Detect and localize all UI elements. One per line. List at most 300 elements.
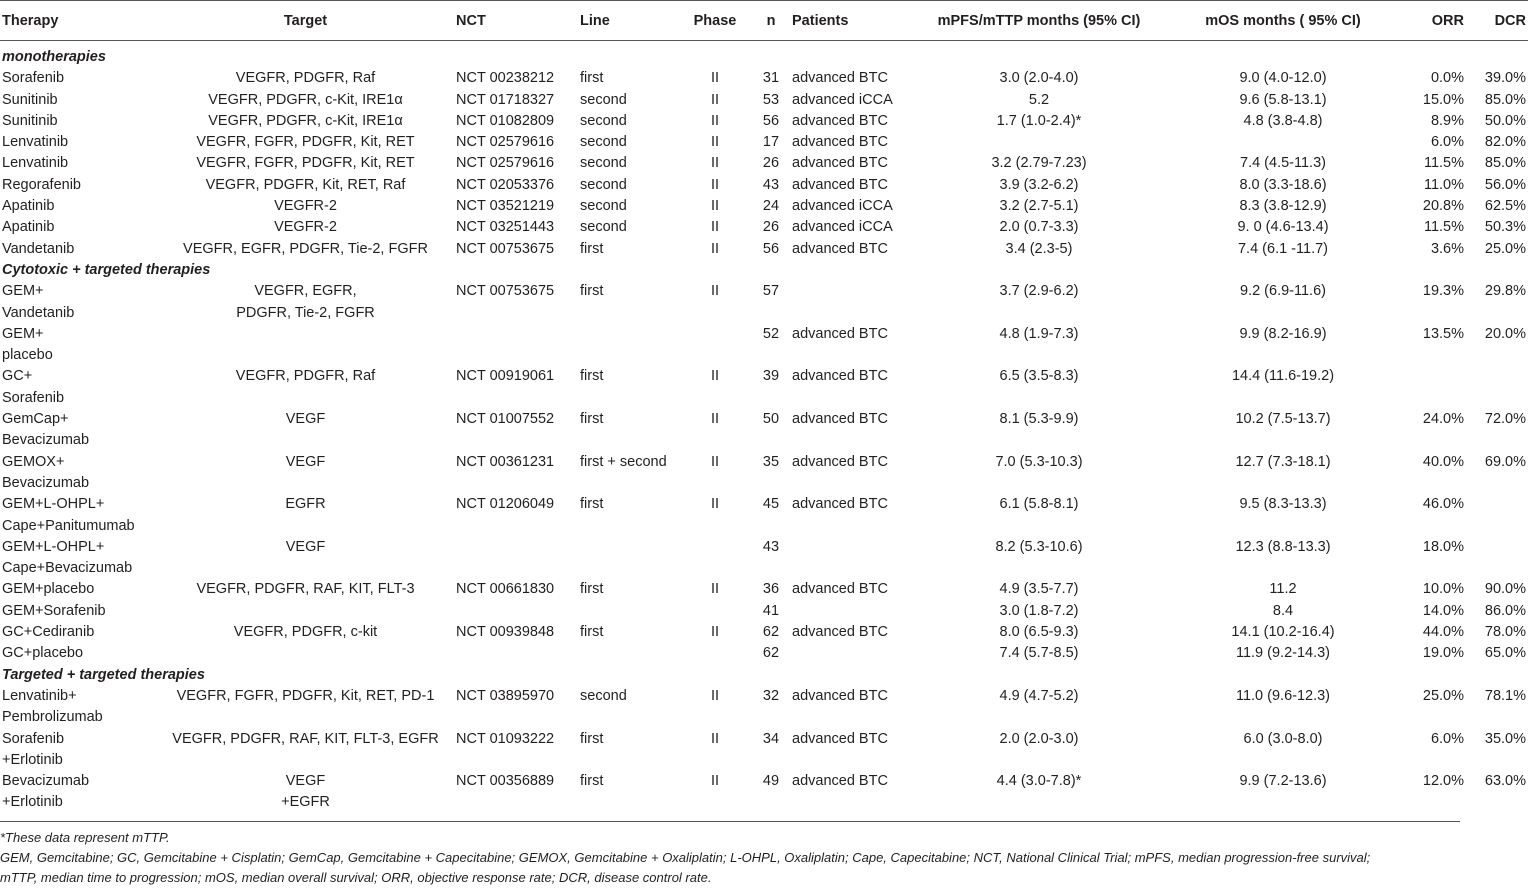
- cell-mos: 12.7 (7.3-18.1): [1235, 453, 1331, 470]
- cell-phase: II: [710, 368, 720, 385]
- table-row: [0, 622, 1528, 643]
- cell-patients: advanced iCCA: [792, 219, 893, 236]
- cell-therapy: placebo: [2, 347, 53, 364]
- cell-n: 57: [762, 283, 780, 300]
- cell-therapy: GC+placebo: [2, 645, 84, 662]
- cell-patients: advanced BTC: [792, 368, 888, 385]
- cell-therapy: Sorafenib: [2, 70, 65, 87]
- cell-mos: 7.4 (4.5-11.3): [1240, 155, 1326, 172]
- cell-target: VEGFR, FGFR, PDGFR, Kit, RET: [196, 155, 415, 172]
- cell-mpfs: [910, 303, 1168, 324]
- cell-phase: [678, 792, 752, 813]
- cell-target: VEGFR, FGFR, PDGFR, Kit, RET: [196, 134, 415, 151]
- header-line: Line: [578, 1, 678, 41]
- cell-mpfs: [910, 792, 1168, 813]
- table-row: [0, 281, 1528, 302]
- cell-dcr: [1466, 750, 1528, 771]
- cell-n: [752, 473, 790, 494]
- cell-dcr: [1466, 473, 1528, 494]
- table-row: [0, 175, 1528, 196]
- cell-mpfs: 3.0 (1.8-7.2): [999, 602, 1079, 619]
- cell-n: 50: [762, 411, 780, 428]
- cell-therapy: Bevacizumab: [2, 432, 90, 449]
- cell-mpfs: 4.9 (3.5-7.7): [999, 581, 1079, 598]
- cell-patients: advanced BTC: [792, 70, 888, 87]
- cell-phase: [678, 601, 752, 622]
- cell-phase: [678, 324, 752, 345]
- cell-line: [578, 430, 678, 451]
- cell-patients: [790, 430, 910, 451]
- cell-n: 26: [762, 155, 780, 172]
- section-row: [0, 665, 1528, 686]
- cell-nct: [454, 388, 578, 409]
- cell-mpfs: [910, 132, 1168, 153]
- cell-mpfs: [910, 516, 1168, 537]
- cell-line: [578, 303, 678, 324]
- cell-dcr: 85.0%: [1484, 155, 1526, 172]
- cell-line: second: [580, 219, 627, 236]
- cell-n: 62: [762, 624, 780, 641]
- cell-line: first: [580, 624, 604, 641]
- header-n: n: [752, 1, 790, 41]
- cell-orr: 10.0%: [1422, 581, 1464, 598]
- cell-therapy: Sunitinib: [2, 91, 58, 108]
- table-row: [0, 771, 1528, 792]
- cell-therapy: Apatinib: [2, 198, 55, 215]
- cell-line: [578, 473, 678, 494]
- cell-orr: [1398, 303, 1466, 324]
- cell-line: first: [580, 773, 604, 790]
- table-row: [0, 111, 1528, 132]
- cell-mos: [1168, 558, 1398, 579]
- cell-n: 53: [762, 91, 780, 108]
- cell-line: first: [580, 496, 604, 513]
- cell-mpfs: 2.0 (2.0-3.0): [999, 730, 1079, 747]
- cell-patients: [790, 516, 910, 537]
- cell-target: [157, 324, 454, 345]
- cell-mpfs: 3.2 (2.7-5.1): [999, 198, 1079, 215]
- table-row: [0, 473, 1528, 494]
- section-title: monotherapies: [2, 49, 106, 65]
- cell-dcr: [1466, 388, 1528, 409]
- cell-mos: 14.4 (11.6-19.2): [1231, 368, 1335, 385]
- cell-target: VEGFR, PDGFR, Raf: [235, 70, 376, 87]
- cell-orr: [1398, 516, 1466, 537]
- cell-orr: [1398, 792, 1466, 813]
- table-row: [0, 388, 1528, 409]
- cell-nct: NCT 00939848: [456, 624, 555, 641]
- cell-nct: NCT 00356889: [456, 773, 555, 790]
- cell-line: first + second: [580, 453, 667, 470]
- cell-mos: 12.3 (8.8-13.3): [1235, 538, 1331, 555]
- cell-dcr: 62.5%: [1484, 198, 1526, 215]
- table-row: [0, 558, 1528, 579]
- cell-dcr: 50.0%: [1484, 112, 1526, 129]
- cell-target: VEGFR-2: [274, 198, 337, 215]
- cell-mpfs: 8.1 (5.3-9.9): [999, 411, 1079, 428]
- header-mpfs: mPFS/mTTP months (95% CI): [910, 1, 1168, 41]
- cell-phase: [678, 345, 752, 366]
- cell-patients: [790, 792, 910, 813]
- cell-orr: [1398, 345, 1466, 366]
- cell-patients: [790, 643, 910, 664]
- cell-phase: [678, 537, 752, 558]
- header-patients: Patients: [790, 1, 910, 41]
- cell-patients: advanced BTC: [792, 411, 888, 428]
- cell-target: [157, 516, 454, 537]
- cell-dcr: 56.0%: [1484, 176, 1526, 193]
- cell-phase: II: [710, 155, 720, 172]
- cell-dcr: 69.0%: [1484, 453, 1526, 470]
- cell-patients: advanced BTC: [792, 134, 888, 151]
- cell-therapy: Cape+Panitumumab: [2, 517, 135, 534]
- table-header: [0, 1, 1528, 41]
- cell-mos: 9.2 (6.9-11.6): [1240, 283, 1326, 300]
- cell-patients: [790, 537, 910, 558]
- cell-mos: [1168, 750, 1398, 771]
- cell-therapy: GEM+L-OHPL+: [2, 496, 105, 513]
- footnote-abbreviations: GEM, Gemcitabine; GC, Gemcitabine + Cisplatin; GemCap, Gemcitabine + Capecitabine; GEMOX, Gemcitabine + Oxaliplatin; L-OHPL, Oxaliplatin; Cape, Capecitabine; NCT, National Clinical Trial; mPFS, median progression-free survival;: [0, 850, 1371, 865]
- cell-mpfs: 1.7 (1.0-2.4)*: [996, 112, 1082, 129]
- cell-patients: advanced BTC: [792, 496, 888, 513]
- cell-patients: advanced BTC: [792, 176, 888, 193]
- cell-dcr: [1466, 366, 1528, 387]
- cell-target: [157, 345, 454, 366]
- cell-patients: advanced iCCA: [792, 91, 893, 108]
- cell-mpfs: 7.4 (5.7-8.5): [999, 645, 1079, 662]
- cell-dcr: 78.0%: [1484, 624, 1526, 641]
- cell-nct: [454, 324, 578, 345]
- cell-patients: [790, 601, 910, 622]
- cell-mpfs: [910, 388, 1168, 409]
- cell-therapy: Bevacizumab: [2, 773, 90, 790]
- cell-n: 45: [762, 496, 780, 513]
- cell-mpfs: 4.9 (4.7-5.2): [999, 687, 1079, 704]
- section-row: [0, 260, 1528, 281]
- cell-patients: [790, 707, 910, 728]
- cell-line: second: [580, 91, 627, 108]
- cell-line: [578, 707, 678, 728]
- cell-therapy: Regorafenib: [2, 176, 81, 193]
- table-row: [0, 196, 1528, 217]
- header-row: [0, 1, 1528, 41]
- cell-mos: 6.0 (3.0-8.0): [1243, 730, 1323, 747]
- table-row: [0, 494, 1528, 515]
- cell-target: VEGF: [285, 411, 326, 428]
- cell-line: second: [580, 198, 627, 215]
- cell-orr: [1398, 750, 1466, 771]
- cell-therapy: Lenvatinib: [2, 155, 69, 172]
- cell-line: second: [580, 155, 627, 172]
- cell-nct: [454, 707, 578, 728]
- cell-dcr: [1466, 792, 1528, 813]
- cell-n: [752, 750, 790, 771]
- cell-therapy: GEM+L-OHPL+: [2, 538, 105, 555]
- cell-nct: NCT 01007552: [456, 411, 555, 428]
- cell-line: first: [580, 70, 604, 87]
- cell-patients: advanced BTC: [792, 112, 888, 129]
- cell-line: first: [580, 411, 604, 428]
- table-row: [0, 452, 1528, 473]
- cell-target: VEGFR, PDGFR, RAF, KIT, FLT-3: [196, 581, 415, 598]
- cell-dcr: 65.0%: [1484, 645, 1526, 662]
- table-row: [0, 707, 1528, 728]
- cell-target: [157, 388, 454, 409]
- cell-phase: [678, 388, 752, 409]
- cell-therapy: Lenvatinib+: [2, 687, 77, 704]
- cell-mos: [1168, 132, 1398, 153]
- cell-mos: 11.2: [1269, 581, 1297, 598]
- cell-mpfs: [910, 707, 1168, 728]
- cell-orr: 6.0%: [1430, 134, 1464, 151]
- cell-mpfs: 6.5 (3.5-8.3): [999, 368, 1079, 385]
- cell-patients: [790, 345, 910, 366]
- cell-orr: 46.0%: [1422, 496, 1464, 513]
- cell-target: VEGFR, PDGFR, Raf: [235, 368, 376, 385]
- cell-nct: NCT 03521219: [456, 198, 555, 215]
- cell-phase: II: [710, 240, 720, 257]
- cell-phase: II: [710, 70, 720, 87]
- cell-patients: [790, 388, 910, 409]
- cell-dcr: 39.0%: [1484, 70, 1526, 87]
- cell-line: second: [580, 176, 627, 193]
- cell-orr: 19.3%: [1422, 283, 1464, 300]
- cell-mos: [1168, 473, 1398, 494]
- cell-target: [157, 707, 454, 728]
- cell-nct: NCT 00753675: [456, 240, 555, 257]
- cell-orr: 3.6%: [1430, 240, 1464, 257]
- cell-mos: 9.9 (7.2-13.6): [1239, 773, 1327, 790]
- cell-target: VEGF: [285, 538, 326, 555]
- cell-mos: 7.4 (6.1 -11.7): [1237, 240, 1328, 257]
- cell-line: first: [580, 283, 604, 300]
- table-row: [0, 217, 1528, 238]
- cell-therapy: GEM+: [2, 325, 44, 342]
- cell-n: 62: [762, 645, 780, 662]
- cell-mos: [1168, 707, 1398, 728]
- cell-patients: advanced iCCA: [792, 198, 893, 215]
- cell-mos: [1168, 430, 1398, 451]
- cell-mpfs: [910, 750, 1168, 771]
- cell-dcr: [1466, 494, 1528, 515]
- table-row: [0, 601, 1528, 622]
- cell-mpfs: [910, 558, 1168, 579]
- cell-therapy: Bevacizumab: [2, 474, 90, 491]
- cell-target: VEGFR, EGFR,: [254, 283, 357, 300]
- cell-dcr: [1466, 707, 1528, 728]
- cell-n: 35: [762, 453, 780, 470]
- cell-mpfs: 3.7 (2.9-6.2): [999, 283, 1079, 300]
- cell-line: second: [580, 687, 627, 704]
- cell-n: 34: [762, 730, 780, 747]
- cell-n: [752, 430, 790, 451]
- cell-nct: NCT 00919061: [456, 368, 555, 385]
- cell-dcr: 35.0%: [1484, 730, 1526, 747]
- cell-n: 24: [762, 198, 780, 215]
- cell-mos: 9. 0 (4.6-13.4): [1237, 219, 1329, 236]
- cell-mpfs: 5.2: [1028, 91, 1050, 108]
- cell-patients: [790, 473, 910, 494]
- cell-nct: NCT 01082809: [456, 112, 555, 129]
- cell-therapy: Vandetanib: [2, 304, 75, 321]
- footnote-abbreviations: mTTP, median time to progression; mOS, median overall survival; ORR, objective response rate; DCR, disease control rate.: [0, 870, 712, 885]
- cell-dcr: [1466, 345, 1528, 366]
- cell-line: [578, 516, 678, 537]
- table-row: [0, 303, 1528, 324]
- cell-phase: [678, 707, 752, 728]
- cell-n: 41: [762, 602, 780, 619]
- cell-dcr: [1466, 516, 1528, 537]
- cell-mos: 4.8 (3.8-4.8): [1243, 112, 1323, 129]
- cell-therapy: Sorafenib: [2, 389, 65, 406]
- cell-mos: 9.0 (4.0-12.0): [1239, 70, 1327, 87]
- header-target: Target: [157, 1, 454, 41]
- table-row: [0, 68, 1528, 89]
- cell-line: first: [580, 240, 604, 257]
- cell-nct: NCT 03251443: [456, 219, 555, 236]
- cell-phase: II: [710, 687, 720, 704]
- cell-nct: [454, 473, 578, 494]
- cell-phase: II: [710, 411, 720, 428]
- cell-dcr: 78.1%: [1484, 687, 1526, 704]
- cell-patients: advanced BTC: [792, 730, 888, 747]
- cell-therapy: GEM+placebo: [2, 581, 95, 598]
- cell-patients: advanced BTC: [792, 240, 888, 257]
- cell-n: [752, 792, 790, 813]
- cell-patients: advanced BTC: [792, 155, 888, 172]
- cell-phase: [678, 643, 752, 664]
- cell-n: 31: [762, 70, 780, 87]
- cell-nct: NCT 01093222: [456, 730, 555, 747]
- cell-mpfs: 4.8 (1.9-7.3): [999, 325, 1079, 342]
- header-orr: ORR: [1398, 1, 1466, 41]
- cell-mos: 8.3 (3.8-12.9): [1239, 198, 1327, 215]
- cell-nct: [454, 537, 578, 558]
- cell-n: 26: [762, 219, 780, 236]
- cell-n: 17: [762, 134, 780, 151]
- cell-orr: [1398, 430, 1466, 451]
- cell-orr: [1398, 707, 1466, 728]
- cell-n: [752, 303, 790, 324]
- cell-n: 32: [762, 687, 780, 704]
- table-row: [0, 90, 1528, 111]
- cell-orr: [1398, 473, 1466, 494]
- table-row: [0, 643, 1528, 664]
- cell-dcr: 63.0%: [1484, 773, 1526, 790]
- cell-nct: [454, 430, 578, 451]
- cell-mpfs: 6.1 (5.8-8.1): [999, 496, 1079, 513]
- cell-dcr: [1466, 303, 1528, 324]
- cell-patients: [790, 558, 910, 579]
- table-row: [0, 686, 1528, 707]
- cell-therapy: Lenvatinib: [2, 134, 69, 151]
- cell-target: [157, 473, 454, 494]
- table-row: [0, 366, 1528, 387]
- cell-line: [578, 792, 678, 813]
- cell-mpfs: 3.2 (2.79-7.23): [991, 155, 1087, 172]
- cell-patients: advanced BTC: [792, 773, 888, 790]
- cell-therapy: +Erlotinib: [2, 751, 63, 768]
- cell-mos: 11.0 (9.6-12.3): [1235, 687, 1331, 704]
- cell-phase: II: [710, 624, 720, 641]
- cell-nct: [454, 303, 578, 324]
- cell-orr: 0.0%: [1430, 70, 1464, 87]
- cell-orr: [1398, 388, 1466, 409]
- cell-nct: [454, 792, 578, 813]
- cell-target: VEGFR, EGFR, PDGFR, Tie-2, FGFR: [183, 240, 428, 257]
- cell-therapy: Pembrolizumab: [2, 709, 103, 726]
- cell-nct: NCT 02579616: [456, 134, 555, 151]
- cell-line: second: [580, 134, 627, 151]
- cell-nct: NCT 01206049: [456, 496, 555, 513]
- cell-dcr: [1466, 430, 1528, 451]
- cell-mos: 9.9 (8.2-16.9): [1239, 325, 1327, 342]
- footnote-asterisk: *These data represent mTTP.: [0, 830, 170, 845]
- table-row: [0, 153, 1528, 174]
- cell-target: VEGFR, PDGFR, RAF, KIT, FLT-3, EGFR: [172, 730, 439, 747]
- cell-mpfs: 7.0 (5.3-10.3): [995, 453, 1083, 470]
- cell-n: [752, 388, 790, 409]
- cell-target: PDGFR, Tie-2, FGFR: [236, 304, 375, 321]
- cell-n: [752, 707, 790, 728]
- cell-mpfs: [910, 345, 1168, 366]
- cell-line: first: [580, 730, 604, 747]
- table-row: [0, 579, 1528, 600]
- table-row: [0, 132, 1528, 153]
- cell-n: [752, 558, 790, 579]
- cell-nct: [454, 643, 578, 664]
- cell-therapy: +Erlotinib: [2, 794, 63, 811]
- cell-mpfs: 3.9 (3.2-6.2): [999, 176, 1079, 193]
- cell-dcr: 86.0%: [1484, 602, 1526, 619]
- cell-therapy: GEM+: [2, 283, 44, 300]
- section-title: Targeted + targeted therapies: [2, 666, 205, 683]
- cell-nct: NCT 00361231: [456, 453, 555, 470]
- cell-mpfs: 4.4 (3.0-7.8)*: [996, 773, 1082, 790]
- cell-line: [578, 537, 678, 558]
- cell-n: 39: [762, 368, 780, 385]
- cell-orr: 11.0%: [1423, 176, 1464, 193]
- cell-orr: 14.0%: [1422, 602, 1464, 619]
- table-row: [0, 409, 1528, 430]
- table-row: [0, 324, 1528, 345]
- cell-mos: 10.2 (7.5-13.7): [1235, 411, 1331, 428]
- cell-mos: 11.9 (9.2-14.3): [1235, 645, 1331, 662]
- cell-dcr: 50.3%: [1484, 219, 1526, 236]
- cell-orr: 18.0%: [1422, 538, 1464, 555]
- table-row: [0, 516, 1528, 537]
- cell-nct: NCT 03895970: [456, 687, 555, 704]
- cell-phase: [678, 516, 752, 537]
- cell-target: EGFR: [285, 496, 326, 513]
- cell-phase: II: [710, 219, 720, 236]
- cell-target: +EGFR: [281, 794, 330, 811]
- cell-phase: II: [710, 134, 720, 151]
- cell-dcr: 90.0%: [1484, 581, 1526, 598]
- section-title: Cytotoxic + targeted therapies: [2, 261, 211, 278]
- cell-mos: [1168, 516, 1398, 537]
- cell-dcr: 85.0%: [1484, 91, 1526, 108]
- cell-therapy: Sunitinib: [2, 112, 58, 129]
- cell-line: first: [580, 368, 604, 385]
- cell-mos: 9.6 (5.8-13.1): [1239, 91, 1327, 108]
- table-row: [0, 537, 1528, 558]
- cell-mpfs: 3.0 (2.0-4.0): [999, 70, 1079, 87]
- cell-phase: II: [710, 176, 720, 193]
- cell-dcr: 29.8%: [1484, 283, 1526, 300]
- cell-phase: II: [710, 730, 720, 747]
- table-row: [0, 430, 1528, 451]
